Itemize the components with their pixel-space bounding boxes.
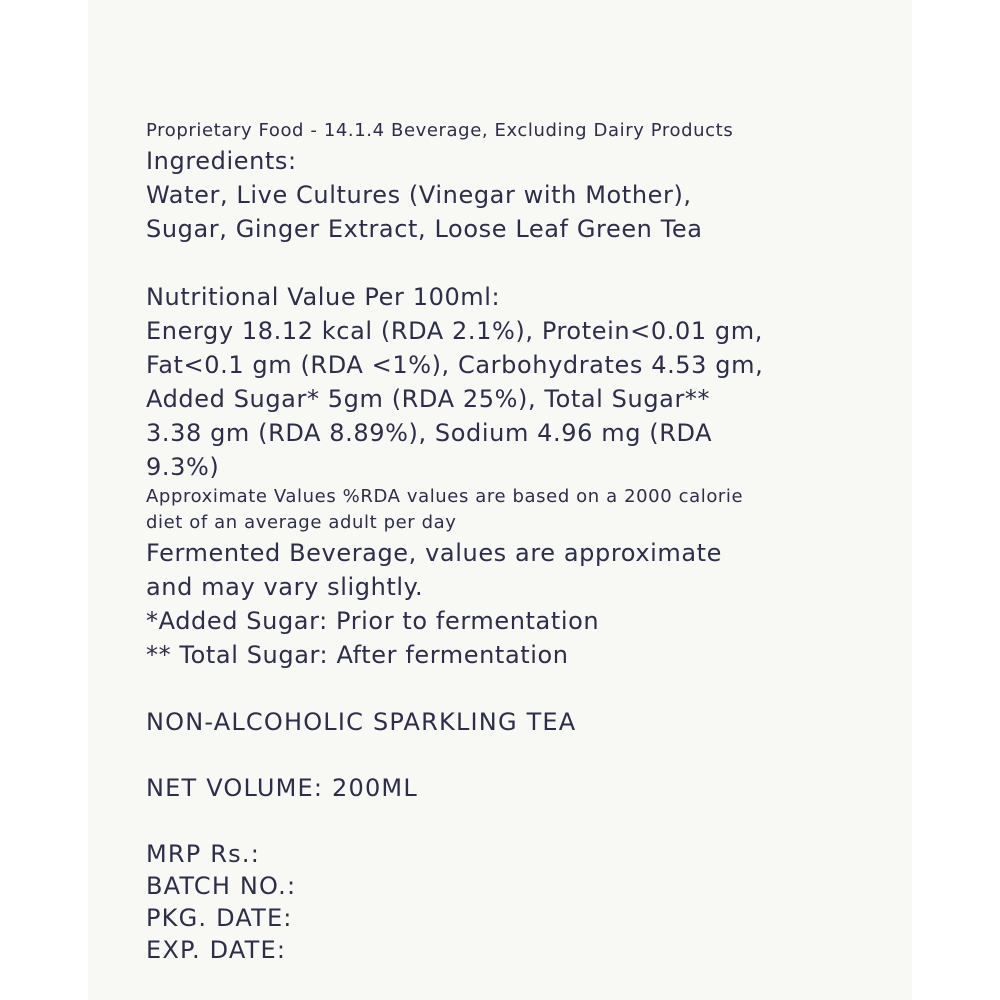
total-sugar-note: ** Total Sugar: After fermentation — [146, 641, 569, 669]
packaging-date-label: PKG. DATE: — [146, 904, 293, 932]
fermented-note-line: Fermented Beverage, values are approximate — [146, 539, 723, 567]
fermented-note-line: and may vary slightly. — [146, 573, 424, 601]
spacer — [146, 738, 866, 772]
ingredients-line: Water, Live Cultures (Vinegar with Mother), — [146, 181, 692, 209]
product-type: NON-ALCOHOLIC SPARKLING TEA — [146, 708, 577, 736]
expiry-date-label: EXP. DATE: — [146, 936, 287, 964]
nutrition-line: Added Sugar* 5gm (RDA 25%), Total Sugar** — [146, 385, 711, 413]
mrp-label: MRP Rs.: — [146, 840, 260, 868]
ingredients-heading: Ingredients: — [146, 147, 297, 175]
nutrition-line: Energy 18.12 kcal (RDA 2.1%), Protein<0.01 gm, — [146, 317, 763, 345]
nutrition-line: 9.3%) — [146, 453, 220, 481]
rda-note-line: diet of an average adult per day — [146, 512, 457, 533]
added-sugar-note: *Added Sugar: Prior to fermentation — [146, 607, 600, 635]
rda-note-line: Approximate Values %RDA values are based on a 2000 calorie — [146, 486, 744, 507]
nutrition-line: 3.38 gm (RDA 8.89%), Sodium 4.96 mg (RDA — [146, 419, 713, 447]
spacer — [146, 246, 866, 280]
food-category: Proprietary Food - 14.1.4 Beverage, Excluding Dairy Products — [146, 120, 734, 141]
net-volume: NET VOLUME: 200ML — [146, 774, 418, 802]
ingredients-line: Sugar, Ginger Extract, Loose Leaf Green Tea — [146, 215, 703, 243]
label-content — [146, 118, 866, 966]
nutrition-heading: Nutritional Value Per 100ml: — [146, 283, 501, 311]
spacer — [146, 804, 866, 838]
spacer — [146, 672, 866, 706]
batch-number-label: BATCH NO.: — [146, 872, 297, 900]
nutrition-line: Fat<0.1 gm (RDA <1%), Carbohydrates 4.53 gm, — [146, 351, 764, 379]
